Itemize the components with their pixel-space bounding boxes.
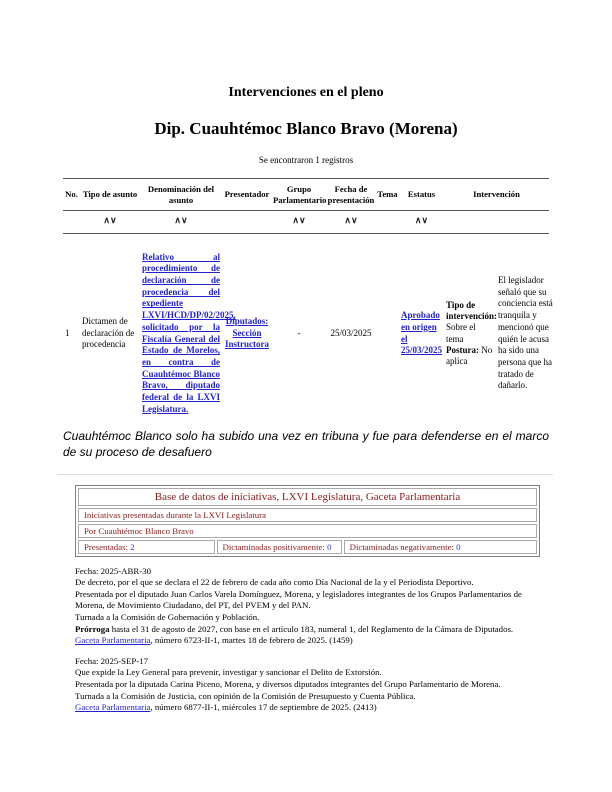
gaceta-parlamentaria-link-2[interactable]: Gaceta Parlamentaria bbox=[75, 702, 151, 713]
grupo-parlamentario-cell: - bbox=[297, 327, 301, 338]
entry1-presentada: Presentada por el diputado Juan Carlos Varela Domínguez, Morena, y legisladores integrantes de los Grupos Parlamentarios de Morena, de Movimiento Ciudadano, del PT, del PVEM y del PAN. bbox=[75, 588, 522, 611]
page-title: Intervenciones en el pleno bbox=[228, 85, 384, 100]
table-header-row bbox=[63, 179, 549, 211]
entry2-turnada: Turnada a la Comisión de Justicia, con opinión de la Comisión de Presupuesto y Cuenta Pública. bbox=[75, 690, 416, 701]
entry2-fecha: Fecha: 2025-SEP-17 bbox=[75, 655, 149, 666]
entry1-gaceta-ref bbox=[75, 635, 543, 647]
tema-cell bbox=[376, 233, 399, 421]
entry2-gaceta-detail: , número 6877-II-1, miércoles 17 de septiembre de 2025. (2413) bbox=[150, 702, 377, 713]
gaceta-stats-row bbox=[78, 540, 537, 554]
col-header-denominacion: Denominación del asunto bbox=[147, 184, 215, 205]
table-row bbox=[63, 233, 549, 421]
entry1-descripcion: De decreto, por el que se declara el 22 de febrero de cada año como Día Nacional de la y el Periodista Deportivo. bbox=[75, 577, 474, 588]
entry2-presentada: Presentada por la diputada Carina Piceno, Morena, y diversos diputados integrantes del Grupo Parlamentario de Morena. bbox=[75, 679, 501, 690]
sort-icon-estatus[interactable]: ∧∨ bbox=[414, 215, 429, 226]
presentador-cell bbox=[222, 233, 272, 421]
entry1-fecha: Fecha: 2025-ABR-30 bbox=[75, 565, 151, 576]
col-header-intervencion: Intervención bbox=[473, 189, 520, 200]
iniciativa-entry-2 bbox=[75, 656, 543, 714]
sort-icon-fecha-presentacion[interactable]: ∧∨ bbox=[344, 215, 358, 226]
analysis-note: Cuauhtémoc Blanco solo ha subido una vez en tribuna y fue para defenderse en el marco de su proceso de desafuero bbox=[63, 429, 549, 459]
col-header-estatus: Estatus bbox=[407, 189, 436, 200]
interventions-table bbox=[63, 178, 553, 421]
deputy-name-heading: Dip. Cuauhtémoc Blanco Bravo (Morena) bbox=[154, 119, 458, 138]
estatus-link[interactable]: Aprobado en origen el 25/03/2025 bbox=[401, 310, 443, 356]
entry1-prorroga bbox=[75, 624, 543, 636]
stat-presentadas bbox=[78, 540, 215, 554]
denominacion-link[interactable]: Relativo al procedimiento de declaración de procedencia del expediente LXVI/HCD/DP/02/2025, solicitado por la Fiscalía General del Estado de Morelos, en contra de Cuauhtémoc Blanco Bravo, diputado federal de la LXVI Legislatura. bbox=[142, 251, 236, 414]
denominacion-cell bbox=[140, 233, 236, 421]
col-header-presentador: Presentador bbox=[224, 189, 270, 200]
stat-negativas-label: Dictaminadas negativamente: bbox=[349, 541, 454, 552]
prorroga-text: hasta el 31 de agosto de 2027, con base en el artículo 183, numeral 1, del Reglamento de la Cámara de Diputados. bbox=[109, 623, 514, 634]
stat-presentadas-value: 2 bbox=[130, 541, 135, 552]
estatus-cell bbox=[399, 233, 444, 421]
fecha-presentacion-cell: 25/03/2025 bbox=[330, 327, 372, 338]
col-header-grupo-parlamentario: Grupo Parlamentario bbox=[273, 184, 327, 205]
stat-positivas-value: 0 bbox=[327, 541, 332, 552]
gaceta-title-row bbox=[78, 488, 537, 506]
stat-positivas-label: Dictaminadas positivamente: bbox=[222, 541, 325, 552]
gaceta-subheader-author: Por Cuauhtémoc Blanco Bravo bbox=[78, 524, 537, 538]
intervencion-detail bbox=[446, 299, 497, 368]
results-count: Se encontraron 1 registros bbox=[258, 155, 354, 165]
gaceta-author-row bbox=[78, 524, 537, 538]
row-number-cell: 1 bbox=[65, 327, 70, 338]
stat-dictaminadas-negativamente bbox=[344, 540, 537, 554]
gaceta-embed-section bbox=[57, 474, 553, 714]
prorroga-label: Prórroga bbox=[75, 623, 110, 634]
col-header-tipo-asunto: Tipo de asunto bbox=[82, 189, 138, 200]
col-header-tema: Tema bbox=[377, 189, 398, 200]
sort-controls-row bbox=[63, 211, 549, 233]
sort-icon-denominacion[interactable]: ∧∨ bbox=[174, 215, 188, 226]
stat-negativas-value: 0 bbox=[456, 541, 461, 552]
postura-label: Postura: bbox=[446, 344, 479, 355]
stat-dictaminadas-positivamente bbox=[217, 540, 342, 554]
entry1-turnada: Turnada a la Comisión de Gobernación y Población. bbox=[75, 611, 260, 622]
tipo-intervencion-label: Tipo de intervención: bbox=[446, 299, 497, 322]
col-header-fecha-presentacion: Fecha de presentación bbox=[327, 184, 375, 205]
gaceta-subheader-row bbox=[78, 508, 537, 522]
entry1-gaceta-detail: , número 6723-II-1, martes 18 de febrero de 2025. (1459) bbox=[150, 635, 353, 646]
col-header-no: No. bbox=[65, 189, 78, 200]
sort-icon-tipo-asunto[interactable]: ∧∨ bbox=[103, 215, 117, 226]
tipo-intervencion-value: Sobre el tema bbox=[446, 322, 476, 344]
presentador-link[interactable]: Diputados: Sección Instructora bbox=[225, 316, 269, 350]
stat-presentadas-label: Presentadas: bbox=[84, 541, 128, 552]
intervencion-resumen: El legislador señaló que su conciencia está tranquila y mencionó que quién le acusa ha sido una persona que ha tratado de dañarlo. bbox=[498, 275, 553, 391]
tipo-asunto-cell: Dictamen de declaración de procedencia bbox=[82, 316, 135, 350]
gaceta-parlamentaria-link-1[interactable]: Gaceta Parlamentaria bbox=[75, 635, 151, 646]
gaceta-subheader-legislatura: Iniciativas presentadas durante la LXVI Legislatura bbox=[78, 508, 537, 522]
sort-icon-grupo-parlamentario[interactable]: ∧∨ bbox=[292, 215, 306, 226]
gaceta-summary-table bbox=[75, 485, 540, 557]
entry2-descripcion: Que expide la Ley General para prevenir, investigar y sancionar el Delito de Extorsión. bbox=[75, 667, 382, 678]
iniciativa-entry-1 bbox=[75, 566, 543, 647]
intervencion-cell bbox=[444, 233, 553, 421]
gaceta-table-title: Base de datos de iniciativas, LXVI Legislatura, Gaceta Parlamentaria bbox=[78, 488, 537, 506]
postura-value: No aplica bbox=[446, 344, 493, 367]
entry2-gaceta-ref bbox=[75, 702, 543, 714]
